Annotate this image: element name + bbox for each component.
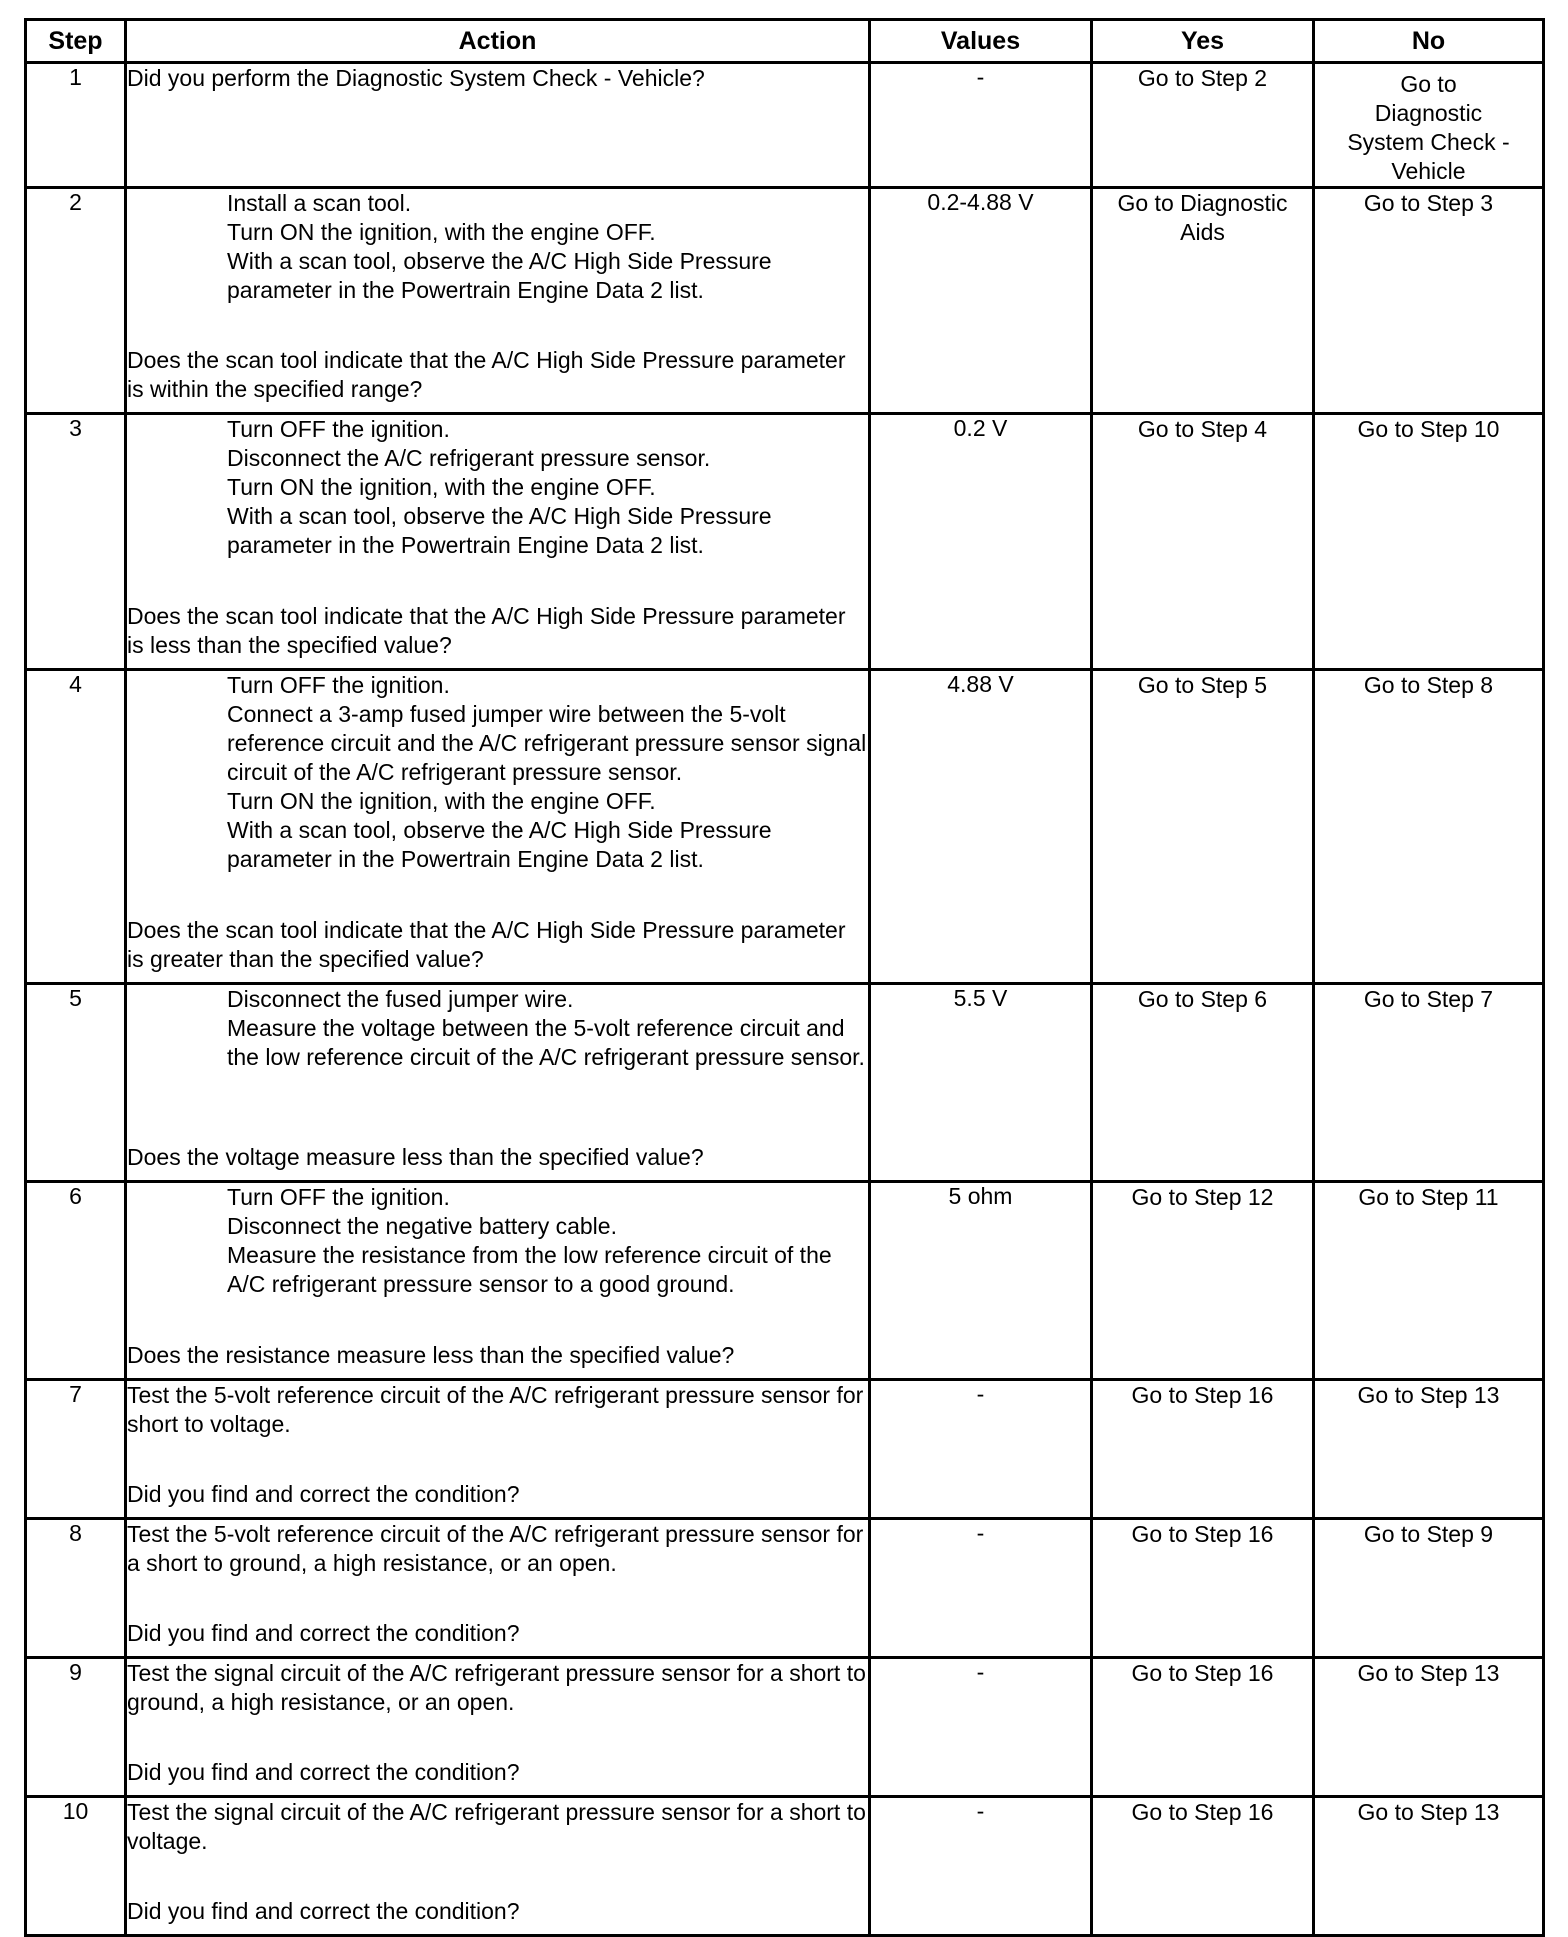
- yes-cell: Go to Step 4: [1092, 414, 1314, 670]
- step-number: 1: [26, 63, 126, 188]
- value-cell: 0.2 V: [870, 414, 1092, 670]
- yes-cell: Go to Step 16: [1092, 1797, 1314, 1936]
- action-question: Did you find and correct the condition?: [127, 1481, 520, 1507]
- step-number: 6: [26, 1182, 126, 1380]
- action-cell: [126, 984, 870, 1182]
- step-number: 2: [26, 188, 126, 414]
- action-cell: [126, 1797, 873, 1936]
- action-text: Test the 5-volt reference circuit of the A/C refrigerant pressure sensor for short to voltage.: [127, 1382, 870, 1437]
- yes-cell: Go to Step 6: [1092, 984, 1314, 1182]
- value-cell: -: [870, 1519, 1092, 1658]
- action-step-text: Connect a 3-amp fused jumper wire between the 5-volt reference circuit and the A/C refrigerant pressure sensor signal circuit of the A/C refrigerant pressure sensor.: [227, 701, 873, 785]
- no-cell: Go to Step 10: [1314, 414, 1544, 670]
- step-number: 10: [26, 1797, 126, 1936]
- value-cell: 0.2-4.88 V: [870, 188, 1092, 414]
- table-row: [26, 63, 1544, 188]
- table-row: [26, 188, 1544, 414]
- action-question: Does the voltage measure less than the specified value?: [127, 1144, 704, 1170]
- table-row: [26, 414, 1544, 670]
- no-cell: Go to Step 7: [1314, 984, 1544, 1182]
- header-action: Action: [126, 20, 870, 63]
- action-step-text: Turn OFF the ignition.: [227, 672, 450, 698]
- value-cell: -: [870, 1658, 1092, 1797]
- action-cell: [126, 1519, 870, 1658]
- action-step-text: Disconnect the A/C refrigerant pressure sensor.: [227, 445, 711, 471]
- header-step: Step: [26, 20, 126, 63]
- action-text: Test the signal circuit of the A/C refrigerant pressure sensor for a short to voltage.: [127, 1799, 873, 1854]
- no-cell: Go to Step 13: [1314, 1658, 1544, 1797]
- table-row: [26, 670, 1544, 984]
- table-row: [26, 1380, 1544, 1519]
- action-cell: [126, 670, 873, 984]
- action-step-text: With a scan tool, observe the A/C High Side Pressure parameter in the Powertrain Engine Data 2 list.: [227, 503, 778, 558]
- table-row: [26, 1519, 1544, 1658]
- table-row: [26, 1182, 1544, 1380]
- action-step-text: Disconnect the negative battery cable.: [227, 1213, 617, 1239]
- table-row: [26, 1797, 1544, 1936]
- yes-cell: Go to Step 2: [1092, 63, 1314, 188]
- no-cell: Go to Step 8: [1314, 670, 1544, 984]
- action-step-text: Disconnect the fused jumper wire.: [227, 986, 574, 1012]
- action-cell: [126, 188, 870, 414]
- no-cell: [1314, 63, 1544, 188]
- action-cell: [126, 1380, 870, 1519]
- action-question: Does the resistance measure less than the specified value?: [127, 1342, 735, 1368]
- header-yes: Yes: [1092, 20, 1314, 63]
- action-text: Did you perform the Diagnostic System Check - Vehicle?: [127, 65, 705, 91]
- step-number: 9: [26, 1658, 126, 1797]
- action-step-text: Turn OFF the ignition.: [227, 416, 450, 442]
- no-cell: Go to Step 3: [1314, 188, 1544, 414]
- no-cell: Go to Step 11: [1314, 1182, 1544, 1380]
- action-question: Did you find and correct the condition?: [127, 1898, 520, 1924]
- yes-cell: Go to Step 16: [1092, 1380, 1314, 1519]
- value-cell: -: [870, 1797, 1092, 1936]
- step-number: 7: [26, 1380, 126, 1519]
- yes-cell: Go to Step 12: [1092, 1182, 1314, 1380]
- yes-cell: Go to Step 16: [1092, 1658, 1314, 1797]
- action-step-text: Measure the voltage between the 5-volt reference circuit and the low reference circuit of the A/C refrigerant pressure sensor.: [227, 1015, 865, 1070]
- step-number: 4: [26, 670, 126, 984]
- yes-cell: [1092, 188, 1314, 414]
- value-cell: 5.5 V: [870, 984, 1092, 1182]
- action-text: Test the 5-volt reference circuit of the A/C refrigerant pressure sensor for a short to ground, a high resistance, or an open.: [127, 1521, 870, 1576]
- action-step-text: Measure the resistance from the low reference circuit of the A/C refrigerant pressure sensor to a good ground.: [227, 1242, 837, 1297]
- action-cell: [126, 1182, 870, 1380]
- action-cell: [126, 414, 870, 670]
- no-cell: Go to Step 9: [1314, 1519, 1544, 1658]
- step-number: 3: [26, 414, 126, 670]
- no-cell: Go to Step 13: [1314, 1797, 1544, 1936]
- action-step-text: Install a scan tool.: [227, 190, 412, 216]
- table-row: [26, 1658, 1544, 1797]
- value-cell: -: [870, 1380, 1092, 1519]
- value-cell: 4.88 V: [870, 670, 1092, 984]
- action-step-text: With a scan tool, observe the A/C High Side Pressure parameter in the Powertrain Engine Data 2 list.: [227, 817, 778, 872]
- header-no: No: [1314, 20, 1544, 63]
- yes-text: Go to Diagnostic Aids: [1117, 190, 1288, 245]
- step-number: 5: [26, 984, 126, 1182]
- value-cell: 5 ohm: [870, 1182, 1092, 1380]
- action-step-text: Turn ON the ignition, with the engine OFF.: [227, 219, 656, 245]
- yes-cell: Go to Step 5: [1092, 670, 1314, 984]
- action-question: Did you find and correct the condition?: [127, 1759, 520, 1785]
- action-question: Does the scan tool indicate that the A/C High Side Pressure parameter is greater than the specified value?: [127, 917, 852, 972]
- no-text: Go to Diagnostic System Check - Vehicle: [1347, 71, 1510, 184]
- value-cell: -: [870, 63, 1092, 188]
- step-number: 8: [26, 1519, 126, 1658]
- action-question: Does the scan tool indicate that the A/C High Side Pressure parameter is within the specified range?: [127, 347, 852, 402]
- yes-cell: Go to Step 16: [1092, 1519, 1314, 1658]
- header-row: [26, 20, 1544, 63]
- diagnostic-table: [24, 18, 1545, 1937]
- action-text: Test the signal circuit of the A/C refrigerant pressure sensor for a short to ground, a high resistance, or an open.: [127, 1660, 873, 1715]
- action-step-text: Turn ON the ignition, with the engine OFF.: [227, 474, 656, 500]
- action-cell: [126, 1658, 873, 1797]
- header-values: Values: [870, 20, 1092, 63]
- no-cell: Go to Step 13: [1314, 1380, 1544, 1519]
- action-step-text: With a scan tool, observe the A/C High Side Pressure parameter in the Powertrain Engine Data 2 list.: [227, 248, 778, 303]
- action-question: Does the scan tool indicate that the A/C High Side Pressure parameter is less than the specified value?: [127, 603, 852, 658]
- action-step-text: Turn ON the ignition, with the engine OFF.: [227, 788, 656, 814]
- table-row: [26, 984, 1544, 1182]
- action-question: Did you find and correct the condition?: [127, 1620, 520, 1646]
- action-cell: [126, 63, 870, 188]
- action-step-text: Turn OFF the ignition.: [227, 1184, 450, 1210]
